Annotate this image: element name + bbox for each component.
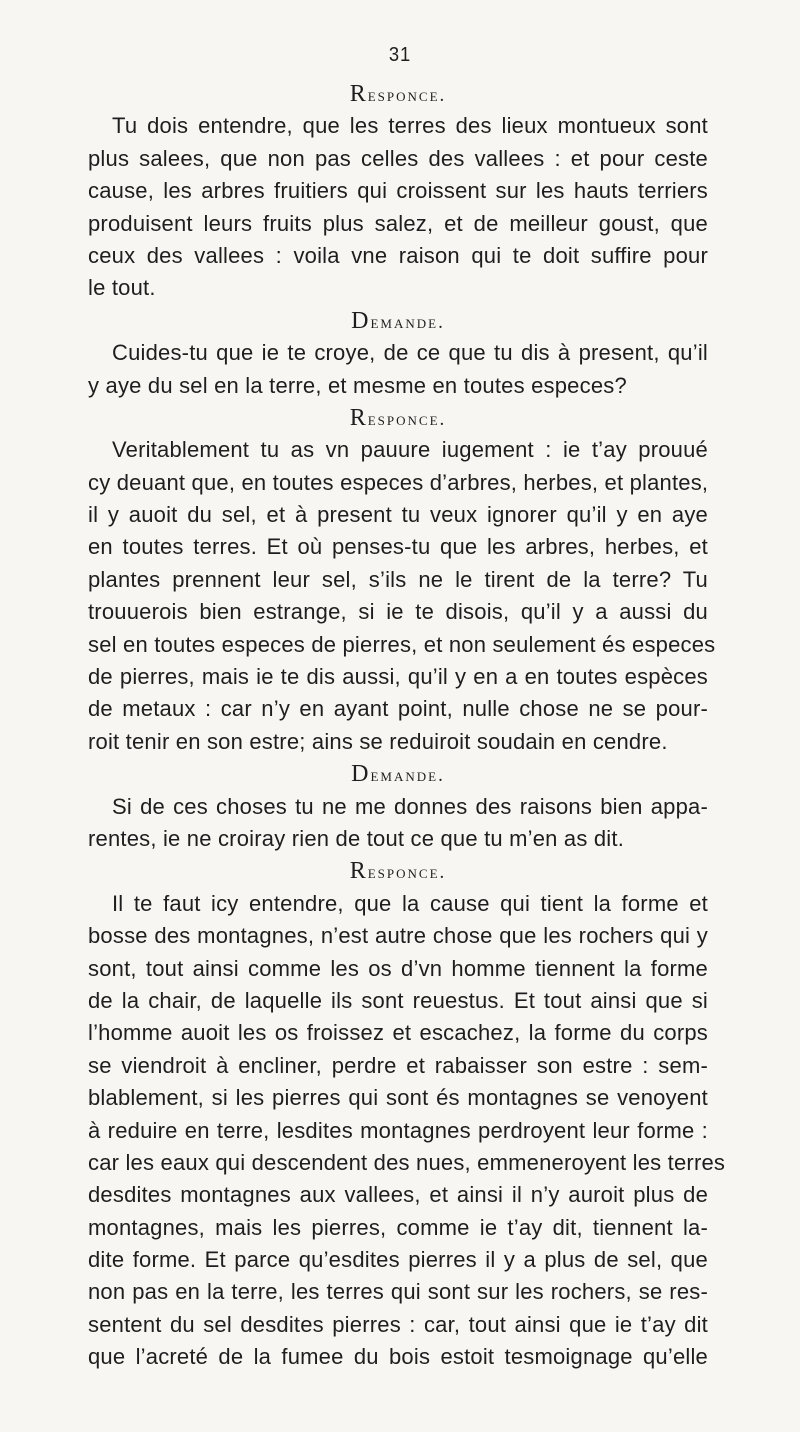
text-line: de pierres, mais ie te dis aussi, qu’il y en a en toutes espèces [88,664,708,690]
text-line: plus salees, que non pas celles des vallees : et pour ceste [88,145,708,171]
text-line: desdites montagnes aux vallees, et ainsi il n’y auroit plus de [88,1182,708,1208]
page-number: 31 [388,44,412,66]
text-line: car les eaux qui descendent des nues, emmeneroyent les terres [88,1149,726,1175]
section-heading: Responce. [349,81,447,107]
text-line: cy deuant que, en toutes especes d’arbres, herbes, et plantes, [88,469,709,495]
text-line: sentent du sel desdites pierres : car, tout ainsi que ie t’ay dit [88,1311,708,1337]
text-line: Tu dois entendre, que les terres des lieux montueux sont [112,113,708,139]
text-line: roit tenir en son estre; ains se reduiroit soudain en cendre. [88,728,668,754]
text-line: dite forme. Et parce qu’esdites pierres il y a plus de sel, que [88,1247,708,1273]
text-line: ceux des vallees : voila vne raison qui te doit suffire pour [88,242,708,268]
text-block [88,78,726,1374]
text-line: l’homme auoit les os froissez et escachez, la forme du corps [88,1020,708,1046]
section-heading: Demande. [351,307,445,334]
text-line: montagnes, mais les pierres, comme ie t’ay dit, tiennent la- [88,1214,708,1240]
text-line: en toutes terres. Et où penses-tu que les arbres, herbes, et [88,534,708,560]
text-line: Veritablement tu as vn pauure iugement : ie t’ay prouué [112,437,708,463]
text-line: Cuides-tu que ie te croye, de ce que tu dis à present, qu’il [112,340,708,366]
text-line: sont, tout ainsi comme les os d’vn homme tiennent la forme [88,955,708,981]
text-line: rentes, ie ne croiray rien de tout ce que tu m’en as dit. [88,825,625,851]
text-line: non pas en la terre, les terres qui sont sur les rochers, se res- [88,1279,708,1305]
section-heading: Responce. [349,404,447,431]
text-line: de metaux : car n’y en ayant point, nulle chose ne se pour- [88,696,708,722]
text-line: il y auoit du sel, et à present tu veux ignorer qu’il y en aye [88,502,708,528]
text-line: à reduire en terre, lesdites montagnes perdroyent leur forme : [88,1117,708,1143]
text-line: plantes prennent leur sel, s’ils ne le tirent de la terre? Tu [88,566,708,592]
text-line: trouuerois bien estrange, si ie te disois, qu’il y a aussi du [88,599,708,625]
text-line: se viendroit à encliner, perdre et rabaisser son estre : sem- [88,1052,708,1078]
text-line: blablement, si les pierres qui sont és montagnes se venoyent [88,1085,708,1111]
text-line: bosse des montagnes, n’est autre chose que les rochers qui y [88,923,708,949]
text-line: cause, les arbres fruitiers qui croissent sur les hauts terriers [88,178,708,204]
text-line: sel en toutes especes de pierres, et non seulement és especes [88,631,716,657]
text-line: Si de ces choses tu ne me donnes des raisons bien appa- [112,793,708,819]
text-line: de la chair, de laquelle ils sont reuestus. Et tout ainsi que si [88,987,708,1013]
text-line: le tout. [88,275,156,301]
section-heading: Demande. [351,761,445,788]
text-line: que l’acreté de la fumee du bois estoit tesmoignage qu’elle [88,1344,708,1370]
text-line: y aye du sel en la terre, et mesme en toutes especes? [88,372,627,398]
text-line: Il te faut icy entendre, que la cause qui tient la forme et [112,890,708,916]
section-heading: Responce. [349,858,447,885]
text-line: produisent leurs fruits plus salez, et de meilleur goust, que [88,210,708,236]
